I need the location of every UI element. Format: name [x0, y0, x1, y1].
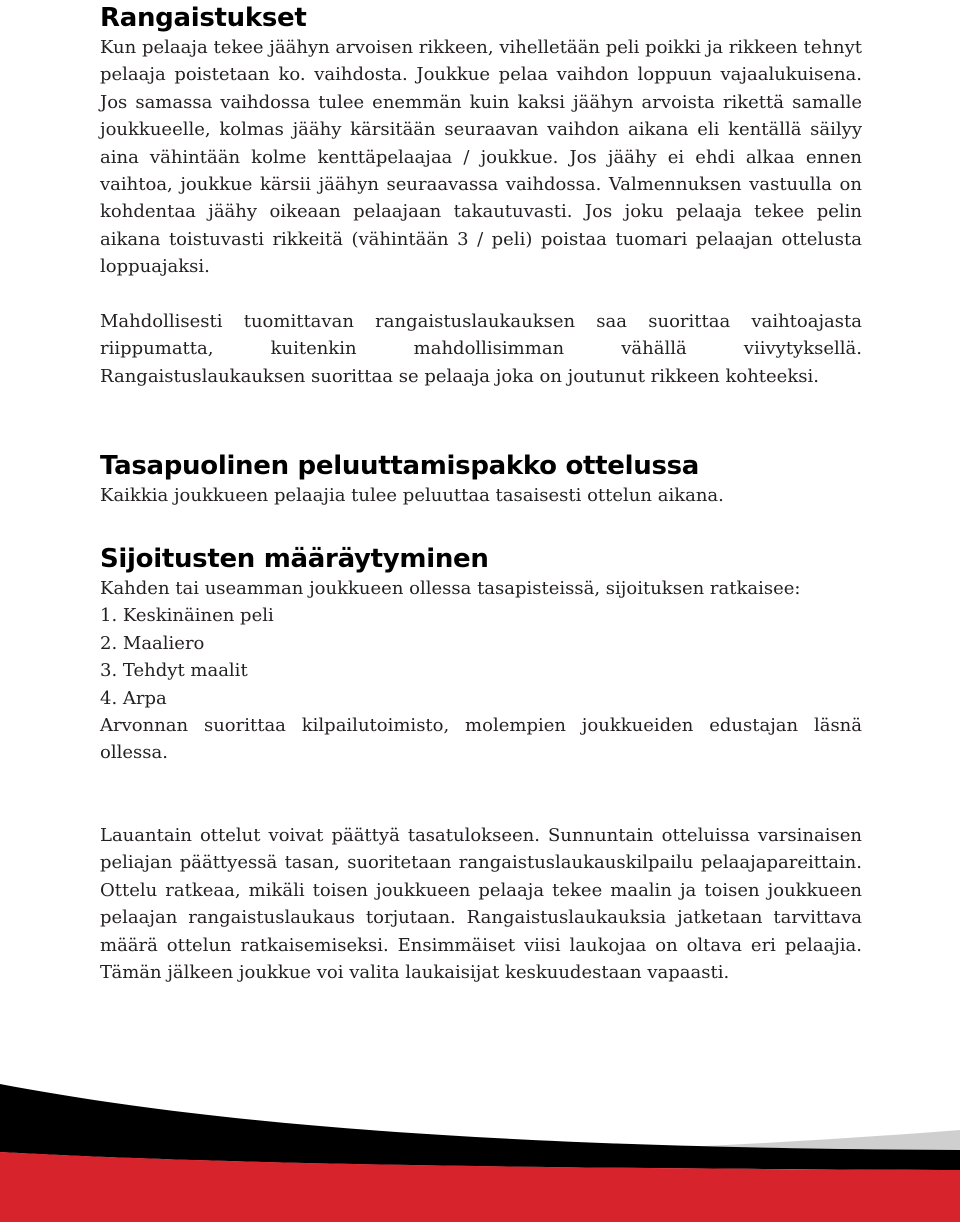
list-item: 4. Arpa: [100, 687, 167, 709]
sijoitusten-intro: Kahden tai useamman joukkueen ollessa tasapisteissä, sijoituksen ratkaisee:: [100, 578, 801, 599]
section-heading-sijoitusten: Sijoitusten määräytyminen: [100, 544, 489, 574]
list-item: 2. Maaliero: [100, 632, 205, 654]
section-tasapuolinen: [100, 450, 862, 509]
section-sijoitusten: [100, 543, 862, 767]
list-item: 3. Tehdyt maalit: [100, 660, 248, 682]
tiebreak-list: [100, 602, 862, 712]
list-item: 1. Keskinäinen peli: [100, 605, 274, 627]
rangaistukset-paragraph-1: Kun pelaaja tekee jäähyn arvoisen rikkeen, vihelletään peli poikki ja rikkeen tehnyt pelaaja poistetaan ko. vaihdosta. Joukkue pelaa vaihdon loppuun vajaalukuisena. Jos samassa vaihdossa tulee enemmän kuin kaksi jäähyn arvoista rikettä samalle joukkueelle, kolmas jäähy kärsitään seuraavan vaihdon aikana eli kentällä säilyy aina vähintään kolme kenttäpelaajaa / joukkue. Jos jäähy ei ehdi alkaa ennen vaihtoa, joukkue kärsii jäähyn seuraavassa vaihdossa. Valmennuksen vastuulla on kohdentaa jäähy oikeaan pelaajaan takautuvasti. Jos joku pelaaja tekee pelin aikana toistuvasti rikkeitä (vähintään 3 / peli) poistaa tuomari pelaajan ottelusta loppuajaksi.: [100, 37, 862, 278]
footer-black-band: [0, 1084, 960, 1170]
sijoitusten-paragraph: Lauantain ottelut voivat päättyä tasatulokseen. Sunnuntain otteluissa varsinaisen peliajan päättyessä tasan, suoritetaan rangaistuslaukauskilpailu pelaajapareittain. Ottelu ratkeaa, mikäli toisen joukkueen pelaaja tekee maalin ja toisen joukkueen pelaajan rangaistuslaukaus torjutaan. Rangaistuslaukauksia jatketaan tarvittava määrä ottelun ratkaisemiseksi. Ensimmäiset viisi laukojaa on oltava eri pelaajia. Tämän jälkeen joukkue voi valita laukaisijat keskuudestaan vapaasti.: [100, 825, 862, 984]
section-rangaistukset-cont: [100, 308, 862, 390]
section-heading-rangaistukset: Rangaistukset: [100, 3, 307, 33]
sijoitusten-outro: Arvonnan suorittaa kilpailutoimisto, molempien joukkueiden edustajan läsnä ollessa.: [100, 715, 862, 764]
footer-decorative-band: [0, 1072, 960, 1222]
section-rangaistukset: [100, 2, 862, 281]
rangaistukset-paragraph-2: Mahdollisesti tuomittavan rangaistuslaukauksen saa suorittaa vaihtoajasta riippumatta, kuitenkin mahdollisimman vähällä viivytyksellä. Rangaistuslaukauksen suorittaa se pelaaja joka on joutunut rikkeen kohteeksi.: [100, 311, 862, 387]
tasapuolinen-paragraph: Kaikkia joukkueen pelaajia tulee peluuttaa tasaisesti ottelun aikana.: [100, 485, 724, 506]
section-sijoitusten-cont: [100, 822, 862, 986]
section-heading-tasapuolinen: Tasapuolinen peluuttamispakko ottelussa: [100, 451, 700, 481]
